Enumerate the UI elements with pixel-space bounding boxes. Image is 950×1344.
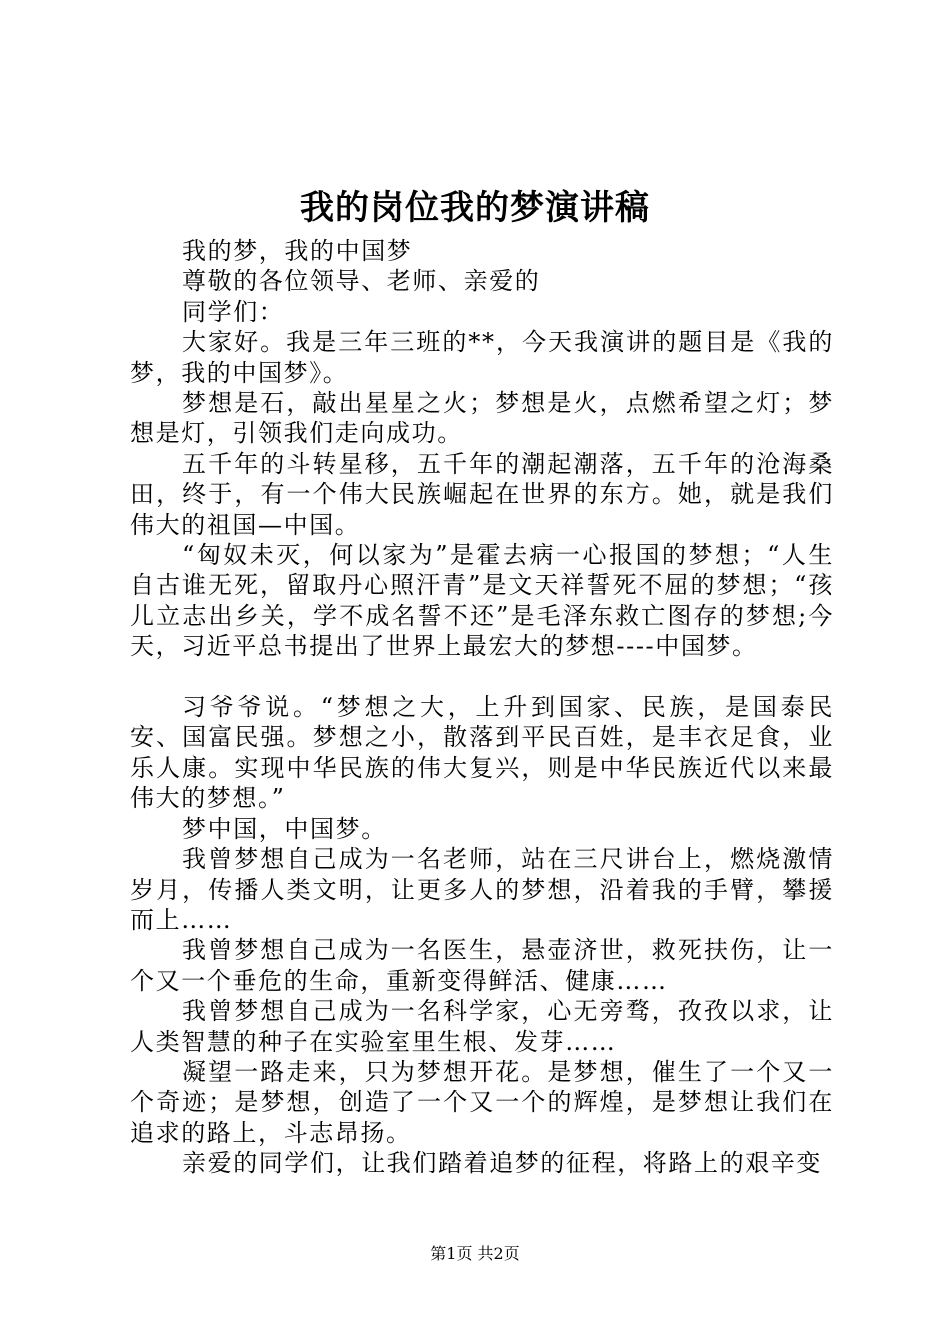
paragraph: 大家好。我是三年三班的**，今天我演讲的题目是《我的梦，我的中国梦》。 [130, 328, 834, 387]
paragraph: 尊敬的各位领导、老师、亲爱的 [182, 267, 541, 296]
paragraph: 亲爱的同学们，让我们踏着追梦的征程，将路上的艰辛变 [182, 1149, 822, 1178]
document-title: 我的岗位我的梦演讲稿 [300, 188, 650, 228]
paragraph: 我曾梦想自己成为一名医生，悬壶济世，救死扶伤，让一个又一个垂危的生命，重新变得鲜活、健康…… [130, 936, 834, 995]
paragraph: 习爷爷说。“梦想之大，上升到国家、民族，是国泰民安、国富民强。梦想之小，散落到平民百姓，是丰衣足食，业乐人康。实现中华民族的伟大复兴，则是中华民族近代以来最伟大的梦想。” [130, 693, 834, 813]
paragraph: 凝望一路走来，只为梦想开花。是梦想，催生了一个又一个奇迹；是梦想，创造了一个又一个的辉煌，是梦想让我们在追求的路上，斗志昂扬。 [130, 1057, 834, 1147]
page-number-footer: 第1页 共2页 [430, 1244, 520, 1263]
paragraph: 梦中国，中国梦。 [182, 814, 387, 843]
blank-paragraph [130, 662, 834, 692]
paragraph: 梦想是石，敲出星星之火；梦想是火，点燃希望之灯；梦想是灯，引领我们走向成功。 [130, 389, 834, 448]
paragraph: 我的梦，我的中国梦 [182, 237, 413, 265]
paragraph: 五千年的斗转星移，五千年的潮起潮落，五千年的沧海桑田，终于，有一个伟大民族崛起在世界的东方。她，就是我们伟大的祖国—中国。 [130, 449, 834, 539]
paragraph: 同学们： [182, 297, 285, 326]
document-body [130, 236, 834, 1179]
paragraph: “匈奴未灭，何以家为”是霍去病一心报国的梦想；“人生自古谁无死，留取丹心照汗青”是文天祥誓死不屈的梦想；“孩儿立志出乡关，学不成名誓不还”是毛泽东救亡图存的梦想;今天，习近平总书提出了世界上最宏大的梦想----中国梦。 [130, 541, 834, 661]
paragraph: 我曾梦想自己成为一名老师，站在三尺讲台上，燃烧激情岁月，传播人类文明，让更多人的梦想，沿着我的手臂，攀援而上…… [130, 845, 834, 934]
paragraph: 我曾梦想自己成为一名科学家，心无旁骛，孜孜以求，让人类智慧的种子在实验室里生根、发芽…… [130, 997, 834, 1056]
